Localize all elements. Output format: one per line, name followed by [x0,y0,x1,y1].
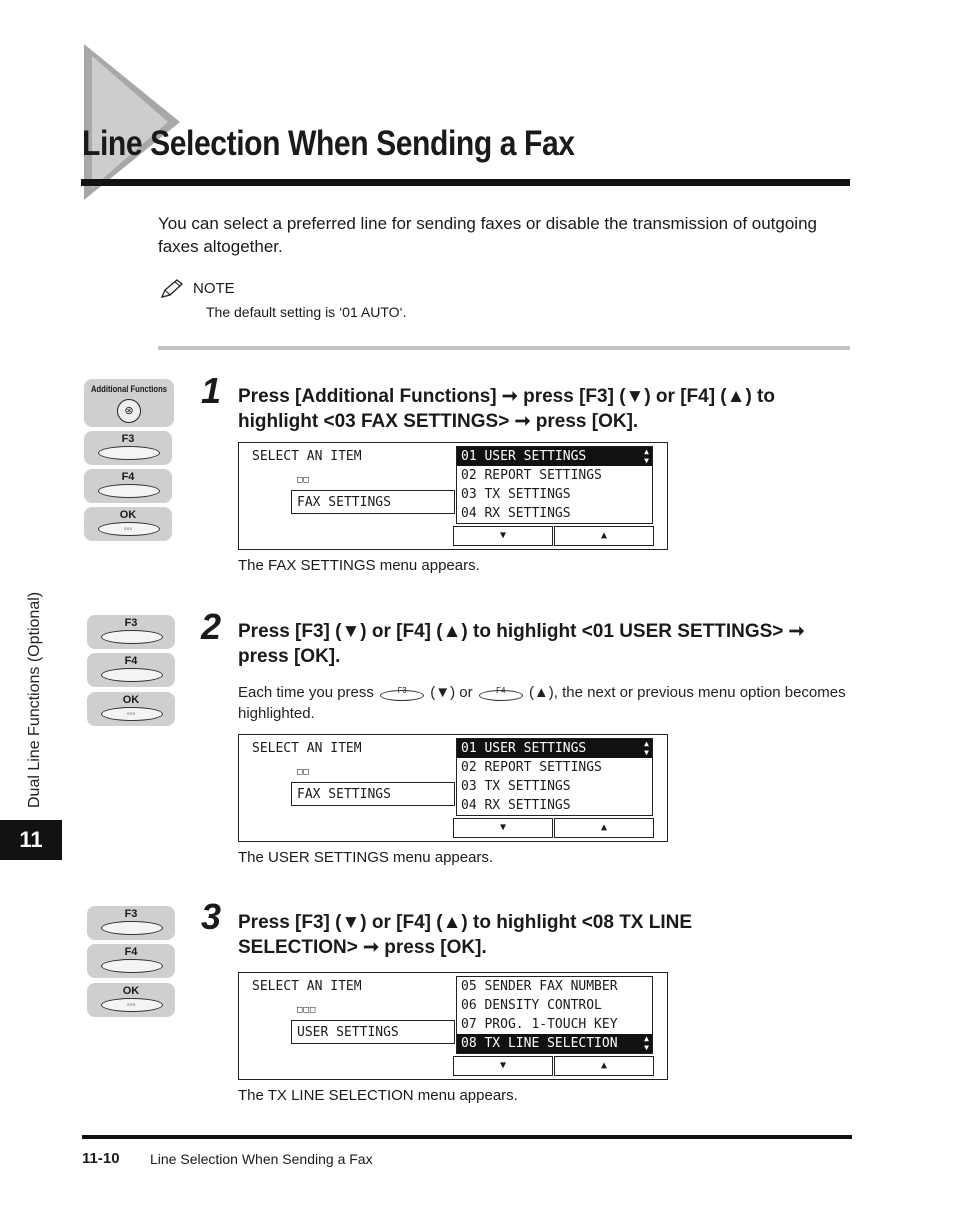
step-caption: The FAX SETTINGS menu appears. [238,557,480,574]
lcd-heading: SELECT AN ITEM [252,449,362,464]
lcd-menu-list [456,738,653,816]
intro-paragraph: You can select a preferred line for sending faxes or disable the transmission of outgoing faxes altogether. [158,214,817,256]
scroll-icon: ▲ ▼ [644,1034,649,1052]
lcd-menu-item[interactable]: 01 USER SETTINGS ▲ ▼ [457,447,652,466]
lcd-screen [238,734,668,842]
lcd-menu-item[interactable]: 03 TX SETTINGS [461,487,571,502]
ok-key[interactable] [87,983,175,1017]
lcd-menu-item[interactable]: 02 REPORT SETTINGS [461,760,602,775]
explanation-suffix: (▲), the next or previous menu option becomes highlighted. [238,684,846,722]
step-number: 2 [201,606,222,647]
lcd-menu-item[interactable]: 02 REPORT SETTINGS [461,468,602,483]
lcd-level-indicator: □□□ [297,1005,317,1015]
lcd-level-indicator: □□ [297,475,310,485]
explanation-prefix: Each time you press [238,684,374,701]
ok-key-dots: ◦◦◦ [126,1000,136,1009]
chapter-tab: 11 [0,820,62,860]
step-caption: The USER SETTINGS menu appears. [238,849,494,866]
ok-key-label: OK [119,509,137,521]
f4-key-label: F4 [124,946,138,958]
lcd-down-button[interactable]: ▼ [453,818,553,838]
lcd-menu-list [456,976,653,1054]
lcd-level-indicator: □□ [297,767,310,777]
note-text: The default setting is ‘01 AUTO‘. [206,304,407,320]
f3-key-label: F3 [124,617,138,629]
explanation-mid: (▼) or [430,684,473,701]
f3-key[interactable] [84,431,172,465]
ok-key-label: OK [122,985,140,997]
lcd-down-button[interactable]: ▼ [453,526,553,546]
lcd-menu-item[interactable]: 07 PROG. 1-TOUCH KEY [461,1017,618,1032]
page-number: 11-10 [82,1150,120,1167]
lcd-screen [238,442,668,550]
lcd-current-menu: FAX SETTINGS [291,782,455,806]
ok-key[interactable] [87,692,175,726]
step-instruction: Press [F3] (▼) or [F4] (▲) to highlight <08 TX LINE SELECTION> ➞ press [OK]. [238,912,693,958]
lcd-up-button[interactable]: ▲ [554,526,654,546]
f4-key[interactable] [84,469,172,503]
additional-functions-key[interactable] [84,379,174,427]
additional-functions-key-label: Additional Functions [90,384,168,394]
lcd-down-button[interactable]: ▼ [453,1056,553,1076]
ok-key[interactable] [84,507,172,541]
lcd-menu-item[interactable]: 04 RX SETTINGS [461,798,571,813]
step-instruction: Press [Additional Functions] ➞ press [F3] (▼) or [F4] (▲) to highlight <03 FAX SETTINGS> ➞ press [OK]. [238,386,775,432]
scroll-icon: ▲ ▼ [644,447,649,465]
lcd-menu-item[interactable]: 03 TX SETTINGS [461,779,571,794]
lcd-menu-item[interactable]: 04 RX SETTINGS [461,506,571,521]
additional-functions-icon: ⊛ [117,399,141,423]
lcd-up-button[interactable]: ▲ [554,818,654,838]
lcd-current-menu: USER SETTINGS [291,1020,455,1044]
step-number: 1 [201,370,222,411]
section-divider [158,346,850,350]
step-explanation [238,682,853,724]
f3-key[interactable] [87,615,175,649]
lcd-current-menu: FAX SETTINGS [291,490,455,514]
f4-key[interactable] [87,653,175,687]
footer-title: Line Selection When Sending a Fax [150,1151,373,1167]
lcd-menu-item[interactable]: 06 DENSITY CONTROL [461,998,602,1013]
page-title: Line Selection When Sending a Fax [82,124,575,163]
lcd-menu-item[interactable]: 01 USER SETTINGS ▲ ▼ [457,739,652,758]
side-chapter-label: Dual Line Functions (Optional) [26,591,43,808]
lcd-up-button[interactable]: ▲ [554,1056,654,1076]
lcd-menu-item[interactable]: 05 SENDER FAX NUMBER [461,979,618,994]
f3-key-label: F3 [124,908,138,920]
f4-mini-key: F4 [477,685,525,701]
step-instruction: Press [F3] (▼) or [F4] (▲) to highlight <01 USER SETTINGS> ➞ press [OK]. [238,621,805,667]
lcd-heading: SELECT AN ITEM [252,741,362,756]
title-rule [81,179,850,186]
lcd-heading: SELECT AN ITEM [252,979,362,994]
pencil-icon [159,278,185,300]
f4-key[interactable] [87,944,175,978]
f3-mini-key: F3 [378,685,426,701]
note-label: NOTE [193,280,235,297]
step-number: 3 [201,896,222,937]
ok-key-label: OK [122,694,140,706]
ok-key-dots: ◦◦◦ [123,524,133,533]
step-caption: The TX LINE SELECTION menu appears. [238,1087,518,1104]
f4-key-label: F4 [121,471,135,483]
ok-key-dots: ◦◦◦ [126,709,136,718]
lcd-menu-list [456,446,653,524]
scroll-icon: ▲ ▼ [644,739,649,757]
footer-rule [82,1135,852,1139]
lcd-screen [238,972,668,1080]
f3-key-label: F3 [121,433,135,445]
f3-key[interactable] [87,906,175,940]
header-triangle-graphic [80,42,190,202]
f4-key-label: F4 [124,655,138,667]
lcd-menu-item[interactable]: 08 TX LINE SELECTION ▲ ▼ [457,1034,652,1053]
